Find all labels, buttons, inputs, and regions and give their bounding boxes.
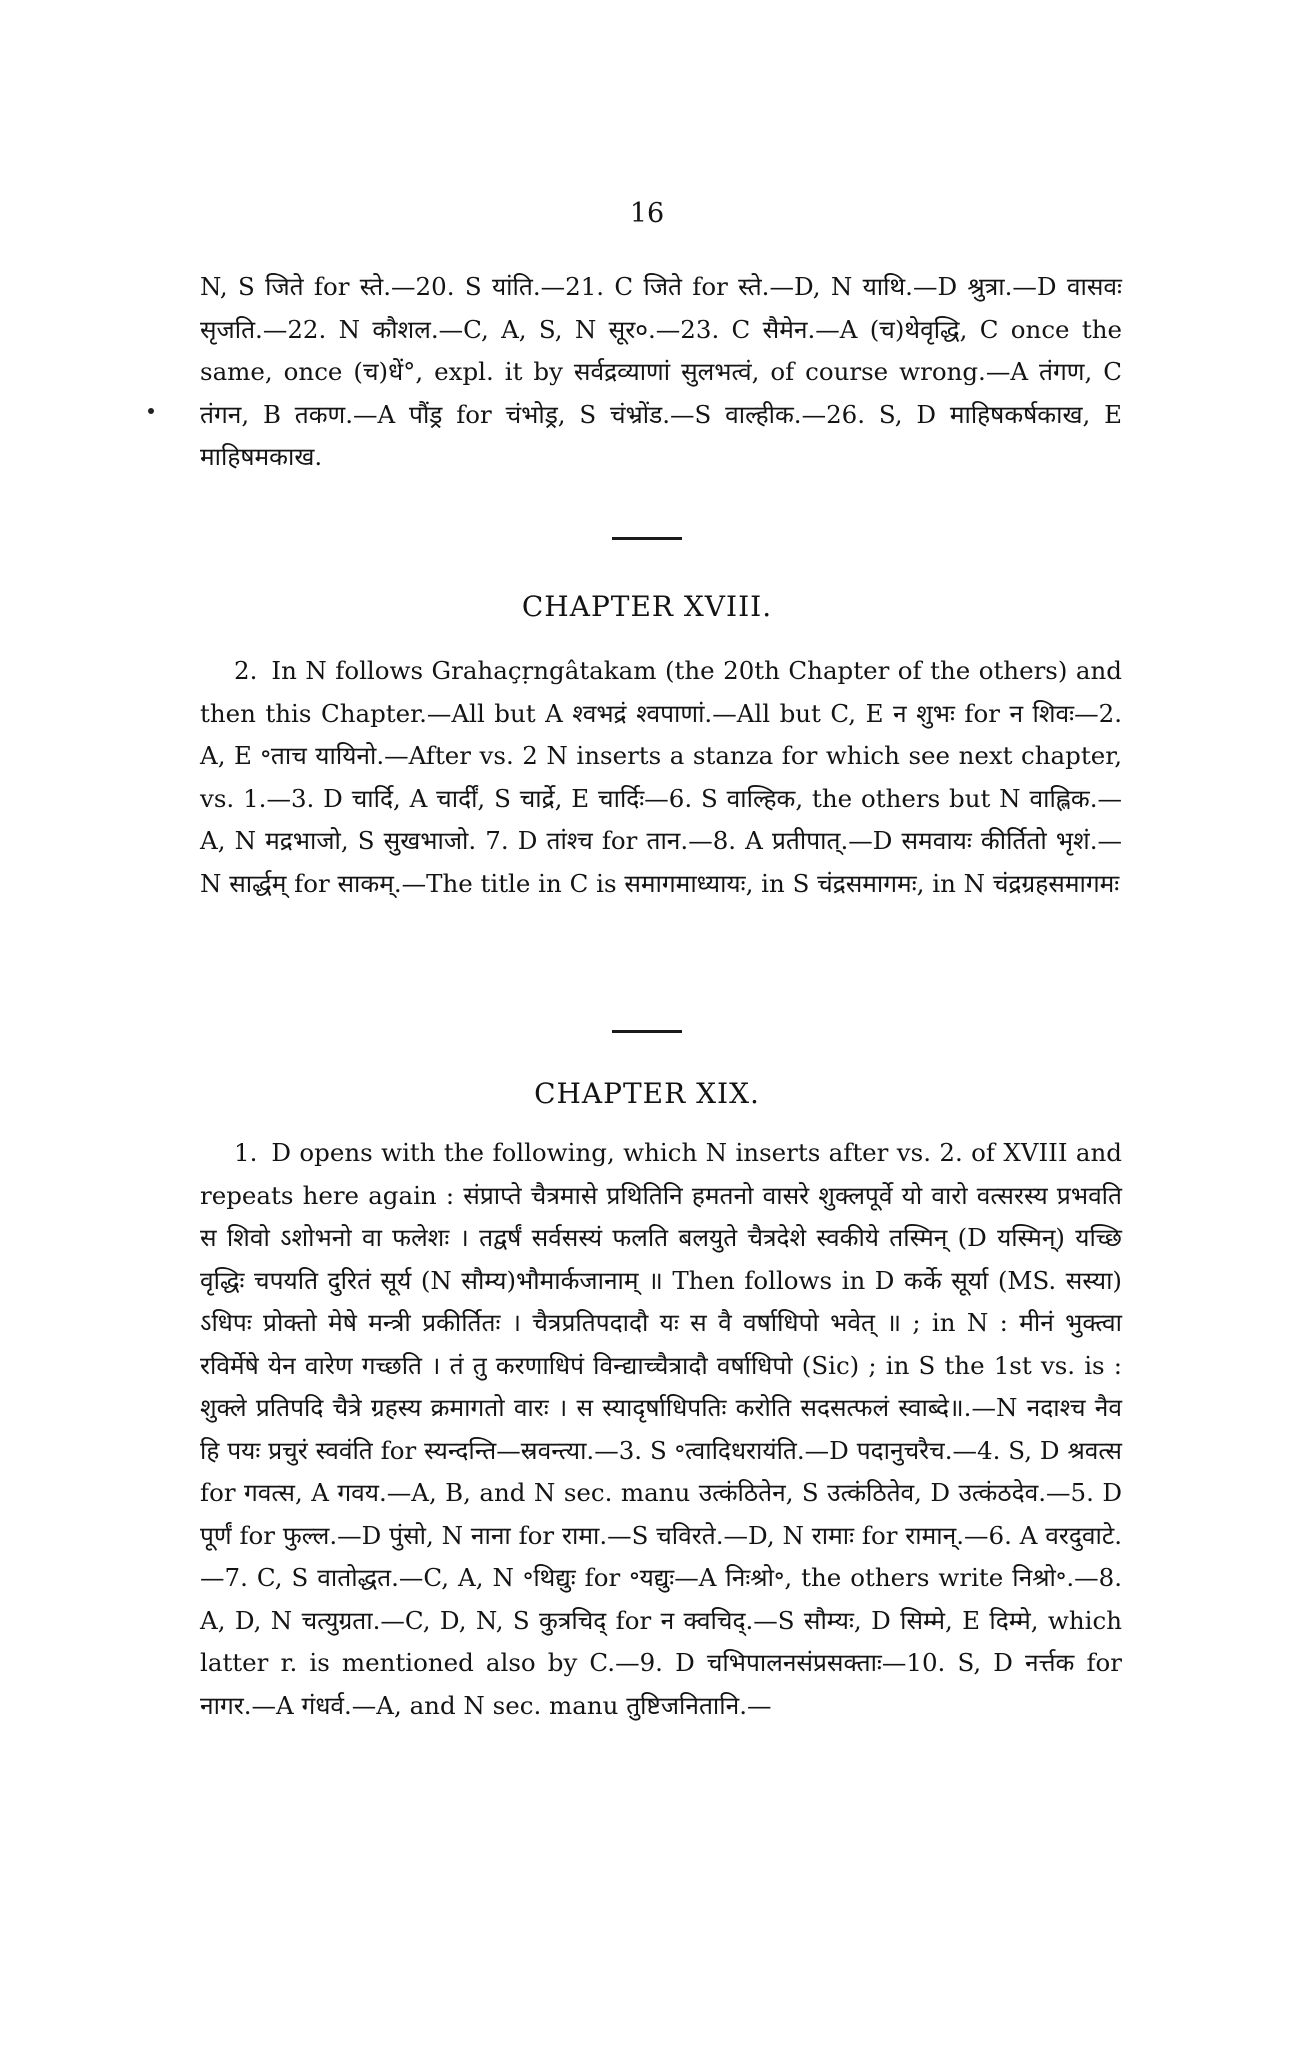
chapter-xviii-notes [200,650,1122,905]
note-number: 2. [234,656,258,685]
section-divider-1 [612,537,682,540]
section-divider-2 [612,1030,682,1033]
chapter-xvii-notes: N, S जिते for स्ते.—20. S यांति.—21. C जिते for स्ते.—D, N याथि.—D श्रुत्रा.—D वासवः सृजति.—22. N कौशल.—C, A, S, N सूर०.—23. C सैमेन.—A (च)थेवृद्धि, C once the same, once (च)धें°, expl. it by सर्वद्रव्याणां सुलभत्वं, of course wrong.—A तंगण, C तंगन, B तकण.—A पौंड्र for चंभोड्र, S चंभ्रोंड.—S वाल्हीक.—26. S, D माहिषकर्षकाख, E माहिषमकाख. [200,272,1122,471]
page-number: 16 [629,198,665,229]
chapter-xviii-text: In N follows Grahaçṛngâtakam (the 20th Chapter of the others) and then this Chapter.—All but A श्वभद्रं श्वपाणां.—All but C, E न शुभः for न शिवः—2. A, E ॰ताच यायिनो.—After vs. 2 N inserts a stanza for which see next chapter, vs. 1.—3. D चार्दि, A चार्दीं, S चार्द्रे, E चार्दिः—6. S वाल्हिक, the others but N वाह्लिक.—A, N मद्रभाजो, S सुखभाजो. 7. D तांश्च for तान.—8. A प्रतीपात्.—D समवायः कीर्तितो भृशं.—N सार्द्धम् for साकम्.—The title in C is समागमाध्यायः, in S चंद्रसमागमः, in N चंद्रग्रहसमागमः [200,656,1122,898]
chapter-xix-notes [200,1132,1122,1727]
note-number: 1. [234,1138,258,1167]
chapter-xix-heading: CHAPTER XIX. [534,1077,760,1110]
margin-mark [148,408,154,414]
chapter-xviii-heading: CHAPTER XVIII. [521,590,773,623]
chapter-xix-text: D opens with the following, which N inserts after vs. 2. of XVIII and repeats here again : संप्राप्ते चैत्रमासे प्रथितिनि हमतनो वासरे शुक्लपूर्वे यो वारो वत्सरस्य प्रभवति स शिवो ऽशोभनो वा फलेशः । तद्वर्षं सर्वसस्यं फलति बलयुते चैत्रदेशे स्वकीये तस्मिन् (D यस्मिन्) यच्छि वृद्धिः चपयति दुरितं सूर्य (N सौम्य)भौमार्कजानाम् ॥ Then follows in D कर्के सूर्या (MS. सस्या) ऽधिपः प्रोक्तो मेषे मन्त्री प्रकीर्तितः । चैत्रप्रतिपदादौ यः स वै वर्षाधिपो भवेत् ॥ ; in N : मीनं भुक्त्वा रविर्मेषे येन वारेण गच्छति । तं तु करणाधिपं विन्द्याच्चैत्रादौ वर्षाधिपो (Sic) ; in S the 1st vs. is : शुक्ले प्रतिपदि चैत्रे ग्रहस्य क्रमागतो वारः । स स्यादृर्षाधिपतिः करोति सदसत्फलं स्वाब्दे॥.—N नदाश्च नैव हि पयः प्रचुरं स्ववंति for स्यन्दन्ति—स्रवन्त्या.—3. S ॰त्वादिधरायंति.—D पदानुचरैच.—4. S, D श्रवत्स for गवत्स, A गवय.—A, B, and N sec. manu उत्कंठितेन, S उत्कंठितेव, D उत्कंठदेव.—5. D पूर्णं for फुल्ल.—D पुंसो, N नाना for रामा.—S चविरते.—D, N रामाः for रामान्.—6. A वरदुवाटे.—7. C, S वातोद्धत.—C, A, N ॰थिद्युः for ॰यद्युः—A निःश्रो॰, the others write निश्रो॰.—8. A, D, N चत्युग्रता.—C, D, N, S कुत्रचिद् for न क्वचिद्.—S सौम्यः, D सिम्मे, E दिम्मे, which latter r. is mentioned also by C.—9. D चभिपालनसंप्रसक्ताः—10. S, D नर्त्तक for नागर.—A गंधर्व.—A, and N sec. manu तुष्टिजनितानि.— [200,1138,1122,1720]
